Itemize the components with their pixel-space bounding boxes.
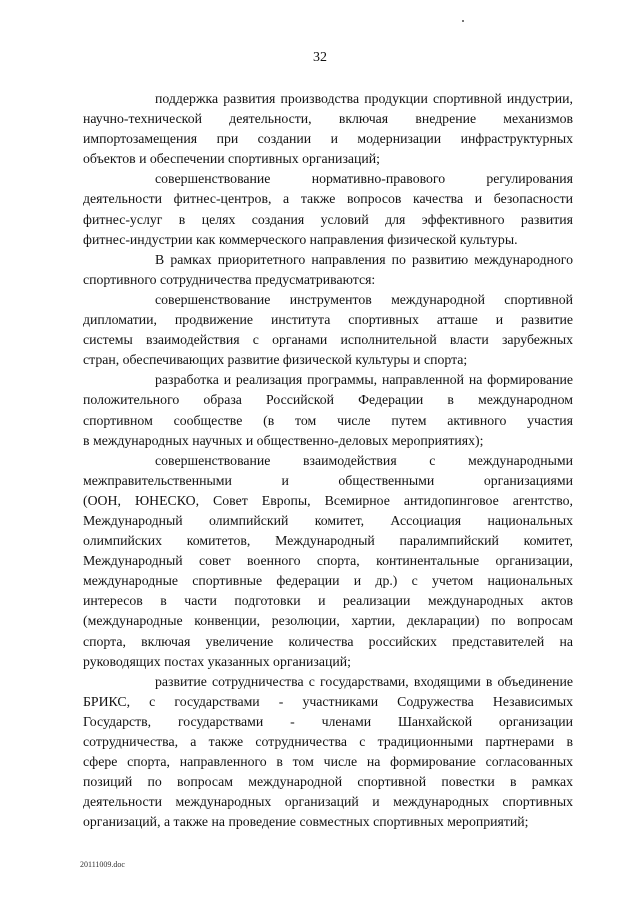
paragraph-line: системы взаимодействия с органами исполнительной власти зарубежных bbox=[83, 332, 573, 348]
paragraph-line: спортивного сотрудничества предусматриваются: bbox=[83, 271, 376, 287]
paragraph-line: деятельности международных организаций и международных спортивных bbox=[83, 794, 573, 810]
paragraph bbox=[83, 89, 573, 169]
paragraph-line: позиций по вопросам международной спортивной повестки в рамках bbox=[83, 774, 573, 790]
paragraph-line: Международный совет военного спорта, континентальные организации, bbox=[83, 553, 573, 569]
paragraph-line: организаций, а также на проведение совместных спортивных мероприятий; bbox=[83, 814, 529, 830]
paragraph-line: олимпийских комитетов, Международный паралимпийский комитет, bbox=[83, 533, 573, 549]
document-body bbox=[83, 89, 573, 832]
scan-speck bbox=[462, 20, 464, 22]
paragraph-line: положительного образа Российской Федерации в международном bbox=[83, 392, 573, 408]
paragraph-line: дипломатии, продвижение института спортивных атташе и развитие bbox=[83, 312, 573, 328]
paragraph-line: межправительственными и общественными организациями bbox=[83, 472, 573, 488]
paragraph-line: фитнес-услуг в целях создания условий для эффективного развития bbox=[83, 211, 573, 227]
paragraph-line: стран, обеспечивающих развитие физической культуры и спорта; bbox=[83, 352, 468, 368]
paragraph-line: разработка и реализация программы, направленной на формирование bbox=[155, 372, 573, 388]
paragraph bbox=[83, 250, 573, 290]
paragraph-line: международные спортивные федерации и др.) с учетом национальных bbox=[83, 573, 573, 589]
footer-filename: 20111009.doc bbox=[80, 860, 125, 869]
paragraph-line: сфере спорта, направленного в том числе на формирование согласованных bbox=[83, 754, 573, 770]
paragraph-line: (ООН, ЮНЕСКО, Совет Европы, Всемирное антидопинговое агентство, bbox=[83, 492, 573, 508]
paragraph-line: руководящих постах указанных организаций; bbox=[83, 653, 351, 669]
paragraph-line: научно-технической деятельности, включая внедрение механизмов bbox=[83, 111, 573, 127]
paragraph-line: Международный олимпийский комитет, Ассоциация национальных bbox=[83, 512, 573, 528]
paragraph-line: совершенствование нормативно-правового регулирования bbox=[155, 171, 573, 187]
paragraph-line: развитие сотрудничества с государствами, входящими в объединение bbox=[155, 673, 573, 689]
paragraph bbox=[83, 672, 573, 833]
page-number: 32 bbox=[313, 50, 327, 65]
paragraph-line: Государств, государствами - членами Шанхайской организации bbox=[83, 713, 573, 729]
paragraph-line: интересов в части подготовки и реализации международных актов bbox=[83, 593, 573, 609]
paragraph-line: фитнес-индустрии как коммерческого направления физической культуры. bbox=[83, 231, 518, 247]
paragraph bbox=[83, 169, 573, 249]
paragraph-line: поддержка развития производства продукции спортивной индустрии, bbox=[155, 91, 573, 106]
paragraph bbox=[83, 290, 573, 370]
paragraph-line: В рамках приоритетного направления по развитию международного bbox=[155, 251, 573, 267]
paragraph-line: спортивном сообществе (в том числе путем активного участия bbox=[83, 412, 573, 428]
paragraph-line: сотрудничества, а также сотрудничества с традиционными партнерами в bbox=[83, 734, 573, 749]
paragraph-line: совершенствование взаимодействия с международными bbox=[155, 452, 573, 468]
paragraph-line: импортозамещения при создании и модернизации инфраструктурных bbox=[83, 131, 573, 147]
paragraph-line: спорта, включая увеличение количества российских представителей на bbox=[83, 633, 573, 649]
paragraph bbox=[83, 451, 573, 672]
paragraph-line: объектов и обеспечении спортивных организаций; bbox=[83, 151, 381, 167]
paragraph-line: (международные конвенции, резолюции, хартии, декларации) по вопросам bbox=[83, 613, 573, 629]
paragraph-line: деятельности фитнес-центров, а также вопросов качества и безопасности bbox=[83, 191, 573, 207]
paragraph-line: в международных научных и общественно-деловых мероприятиях); bbox=[83, 432, 484, 448]
paragraph-line: БРИКС, с государствами - участниками Содружества Независимых bbox=[83, 693, 573, 709]
paragraph bbox=[83, 370, 573, 450]
paragraph-line: совершенствование инструментов международной спортивной bbox=[155, 291, 573, 307]
